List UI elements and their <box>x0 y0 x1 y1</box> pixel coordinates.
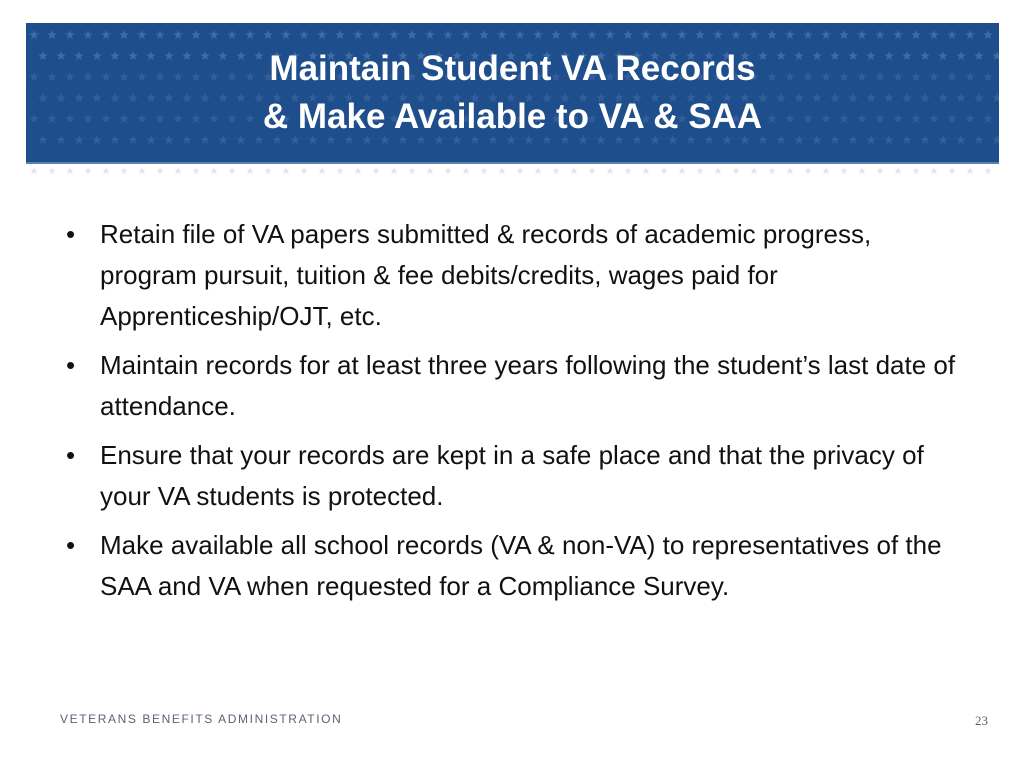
bullet-text: Maintain records for at least three years following the student’s last date of attendance. <box>100 350 956 421</box>
page-number: 23 <box>975 713 988 728</box>
fading-star-strip-decoration <box>26 164 999 178</box>
bullet-text: Retain file of VA papers submitted & records of academic progress, program pursuit, tuition & fee debits/credits, wages paid for Apprenticeship/OJT, etc. <box>100 219 872 331</box>
bullet-marker: • <box>66 350 76 380</box>
slide-title <box>26 45 999 141</box>
bullet-text: Ensure that your records are kept in a safe place and that the privacy of your VA students is protected. <box>100 440 924 511</box>
bullet-marker: • <box>66 219 76 249</box>
bullet-marker: • <box>66 440 76 470</box>
title-banner <box>26 23 999 162</box>
bullet-marker: • <box>66 530 76 560</box>
bullet-text: Make available all school records (VA & non-VA) to representatives of the SAA and VA when requested for a Compliance Survey. <box>100 530 942 601</box>
slide-title-line-1: Maintain Student VA Records <box>269 49 756 88</box>
bullet-item-4 <box>60 525 970 607</box>
bullet-item-2 <box>60 345 970 427</box>
footer-organization: VETERANS BENEFITS ADMINISTRATION <box>60 712 343 726</box>
bullet-item-3 <box>60 435 970 517</box>
bullet-list <box>60 214 970 615</box>
bullet-item-1 <box>60 214 970 337</box>
slide-title-line-2: & Make Available to VA & SAA <box>262 97 763 136</box>
